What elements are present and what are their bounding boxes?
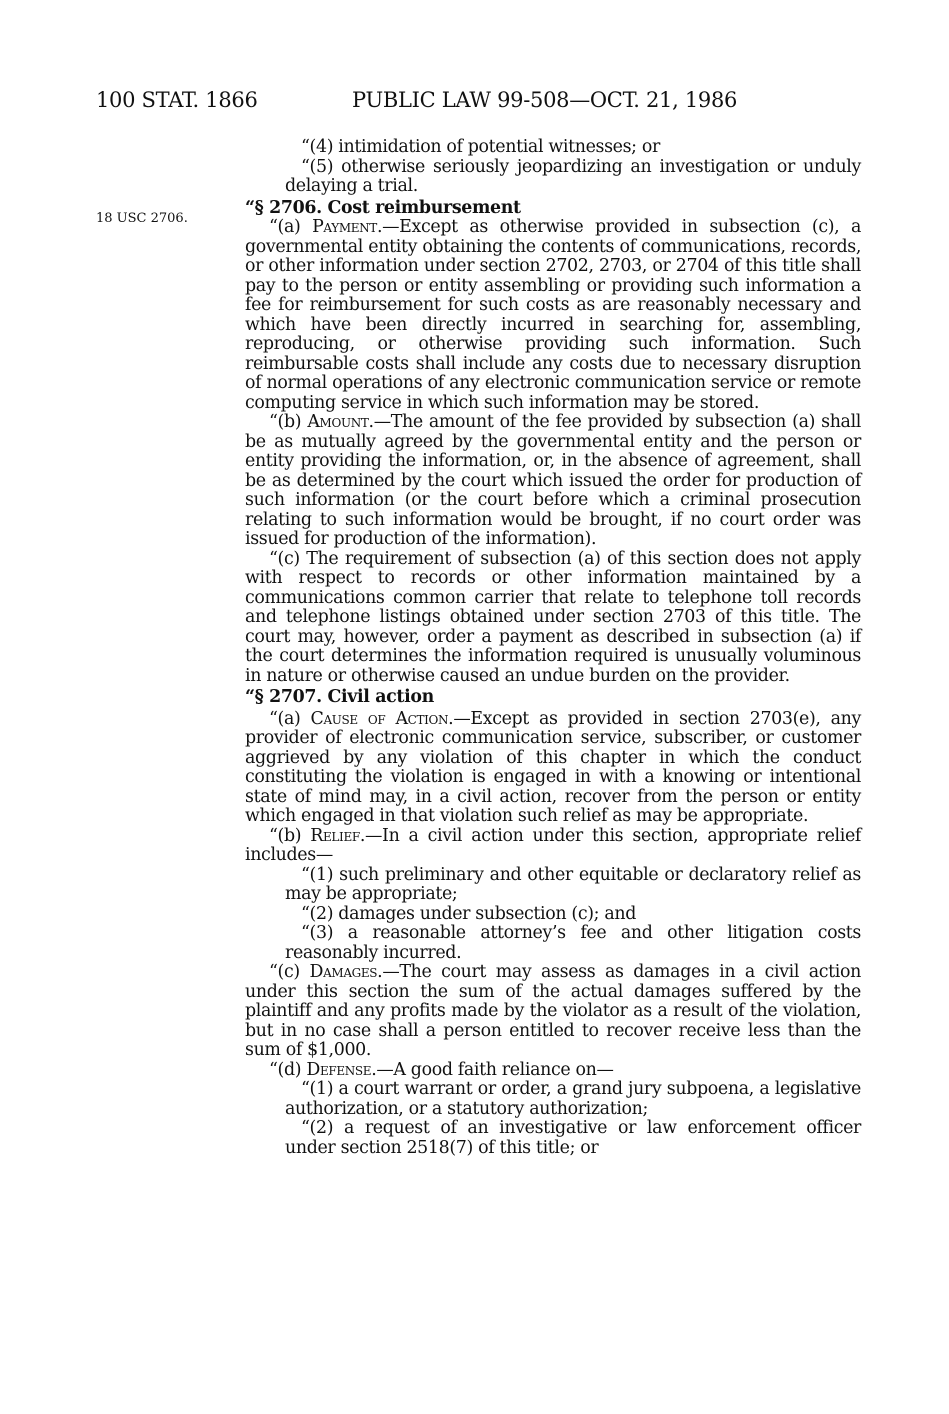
subsection-c-requirement: “(c) The requirement of subsection (a) of this section does not apply with respect to records or other information maintained by a communications common carrier that relate to telephone toll records and telephone listings obtained under section 2703 of this title. The court may, however, order a payment as described in subsection (a) if the court determines the information required is unusually voluminous in nature or otherwise caused an undue burden on the provider. bbox=[245, 548, 861, 686]
margin-note: 18 USC 2706. bbox=[96, 211, 188, 226]
subsection-text: .—In a civil action under this section, appropriate relief includes— bbox=[245, 825, 861, 865]
paragraph-5: “(5) otherwise seriously jeopardizing an investigation or unduly delaying a trial. bbox=[285, 156, 861, 196]
relief-item-3: “(3) a reasonable attorney’s fee and other litigation costs reasonably incurred. bbox=[285, 923, 861, 963]
subsection-b-relief bbox=[245, 827, 861, 866]
subsection-text: .—The court may assess as damages in a civil action under this section the sum of the actual damages suffered by the plaintiff and any profits made by the violator as a result of the violation, but in no case shall a person entitled to recover receive less than the sum of $1,000. bbox=[245, 962, 861, 1060]
stat-citation: 100 STAT. 1866 bbox=[96, 88, 258, 112]
subsection-number: “(a) bbox=[269, 217, 313, 237]
subsection-label: Relief bbox=[310, 825, 360, 846]
subsection-number: “(d) bbox=[269, 1059, 307, 1080]
page-header bbox=[0, 88, 949, 122]
section-heading-2707: “§ 2707. Civil action bbox=[245, 687, 434, 707]
subsection-text: .—Except as otherwise provided in subsection (c), a governmental entity obtaining the contents of communications, records, or other information under section 2702, 2703, or 2704 of this title shall pay to the person or entity assembling or providing such information a fee for reimbursement for such costs as are reasonably necessary and which have been directly incurred in searching for, assembling, reproducing, or otherwise providing such information. Such reimbursable costs shall include any costs due to necessary disruption of normal operations of any electronic communication service or remote computing service in which such information may be stored. bbox=[245, 217, 862, 413]
subsection-a-payment bbox=[245, 218, 861, 413]
subsection-text: .—A good faith reliance on— bbox=[371, 1059, 614, 1080]
subsection-b-amount bbox=[245, 413, 861, 550]
subsection-d-defense bbox=[245, 1061, 861, 1081]
relief-item-2: “(2) damages under subsection (c); and bbox=[301, 903, 637, 924]
subsection-label: Payment bbox=[312, 217, 377, 237]
defense-item-2: “(2) a request of an investigative or law enforcement officer under section 2518(7) of this title; or bbox=[285, 1118, 861, 1158]
statute-body bbox=[245, 138, 861, 1158]
defense-item-1: “(1) a court warrant or order, a grand jury subpoena, a legislative authorization, or a statutory authorization; bbox=[285, 1079, 861, 1119]
subsection-label: Defense bbox=[306, 1059, 372, 1080]
subsection-text: .—The amount of the fee provided by subsection (a) shall be as mutually agreed by the governmental entity and the person or entity providing the information, or, in the absence of agreement, shall be as determined by the court which issued the order for production of such information (or the court before which a criminal prosecution relating to such information would be brought, if no court order was issued for production of the information). bbox=[245, 412, 862, 549]
paragraph-4: “(4) intimidation of potential witnesses; or bbox=[301, 137, 660, 157]
subsection-number: “(c) bbox=[269, 962, 310, 982]
subsection-label: Cause of Action bbox=[310, 708, 449, 729]
running-head: PUBLIC LAW 99-508—OCT. 21, 1986 bbox=[352, 88, 738, 112]
subsection-number: “(a) bbox=[269, 708, 311, 729]
subsection-number: “(b) bbox=[269, 825, 311, 846]
subsection-c-damages bbox=[245, 963, 861, 1061]
subsection-text: .—Except as provided in section 2703(e), any provider of electronic communication service, subscriber, or customer aggrieved by any violation of this chapter in which the conduct constituting the violation is engaged in with a knowing or intentional state of mind may, in a civil action, recover from the person or entity which engaged in that violation such relief as may be appropriate. bbox=[245, 708, 862, 826]
section-heading-2706: “§ 2706. Cost reimbursement bbox=[245, 197, 521, 218]
subsection-label: Amount bbox=[307, 412, 369, 432]
relief-item-1: “(1) such preliminary and other equitable or declaratory relief as may be appropriate; bbox=[285, 864, 861, 904]
subsection-number: “(b) bbox=[269, 412, 308, 432]
subsection-a-cause-of-action bbox=[245, 710, 861, 827]
subsection-label: Damages bbox=[309, 962, 378, 982]
